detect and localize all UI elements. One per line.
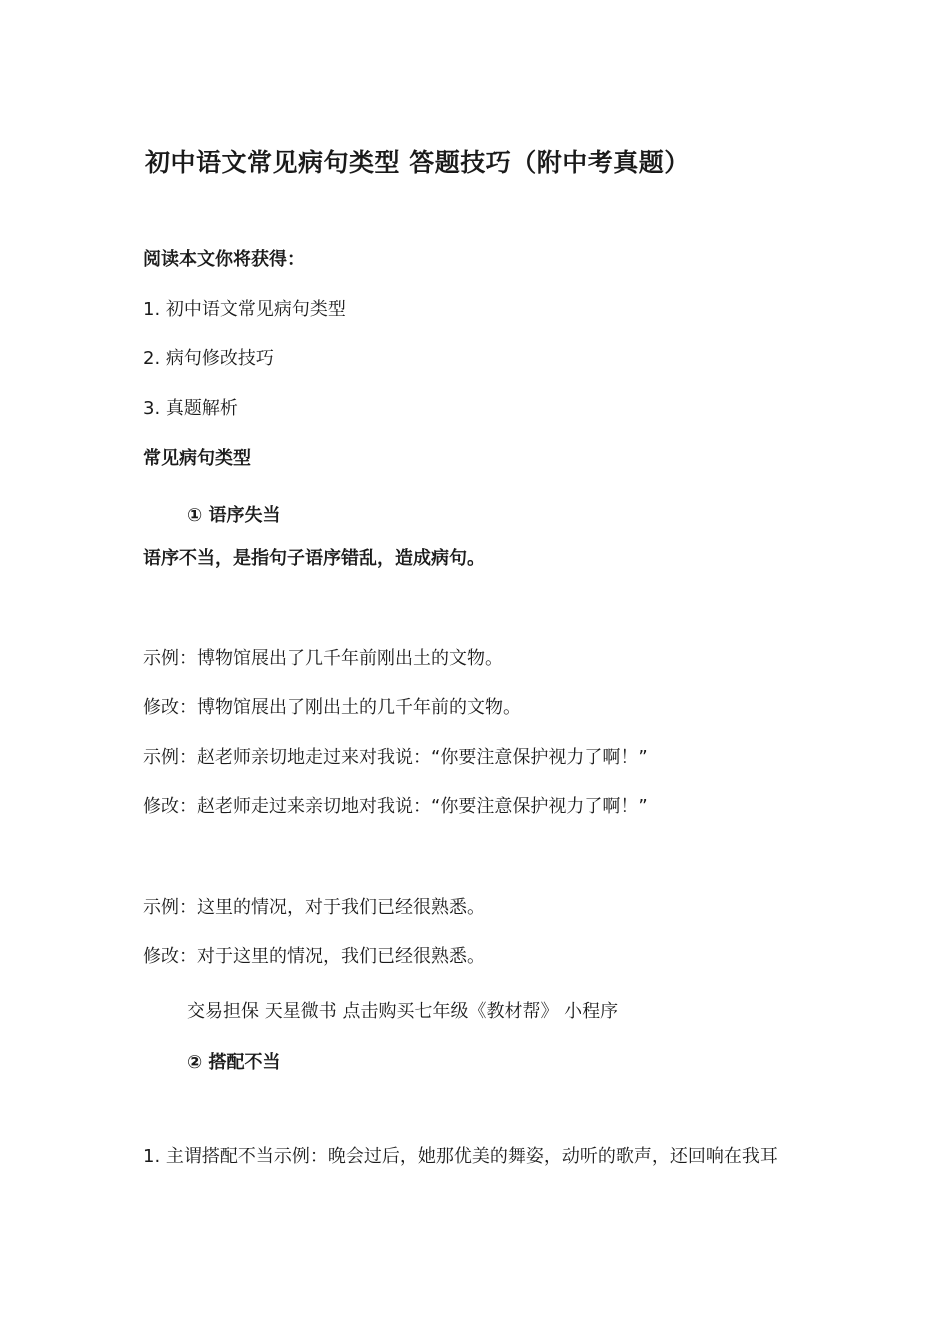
correction-line: 修改：博物馆展出了刚出土的几千年前的文物。 — [143, 697, 521, 718]
subsection-heading-collocation: ② 搭配不当 — [187, 1052, 281, 1073]
toc-item-2: 2. 病句修改技巧 — [143, 348, 274, 369]
correction-line: 修改：对于这里的情况，我们已经很熟悉。 — [143, 946, 485, 967]
toc-item-3: 3. 真题解析 — [143, 398, 238, 419]
section-heading: 常见病句类型 — [143, 448, 251, 469]
document-title: 初中语文常见病句类型 答题技巧（附中考真题） — [145, 148, 690, 177]
example-line: 示例：博物馆展出了几千年前刚出土的文物。 — [143, 648, 503, 669]
intro-heading: 阅读本文你将获得： — [143, 249, 305, 270]
correction-line: 修改：赵老师走过来亲切地对我说：“你要注意保护视力了啊！” — [143, 796, 648, 817]
definition-paragraph: 语序不当，是指句子语序错乱，造成病句。 — [143, 548, 485, 569]
example-line: 示例：赵老师亲切地走过来对我说：“你要注意保护视力了啊！” — [143, 747, 648, 768]
toc-item-1: 1. 初中语文常见病句类型 — [143, 299, 346, 320]
example-line: 示例：这里的情况，对于我们已经很熟悉。 — [143, 897, 485, 918]
subsection-heading-word-order: ① 语序失当 — [187, 505, 281, 526]
promo-link[interactable]: 交易担保 天星微书 点击购买七年级《教材帮》 小程序 — [187, 1001, 619, 1022]
list-item: 1. 主谓搭配不当示例：晚会过后，她那优美的舞姿，动听的歌声，还回响在我耳 — [143, 1146, 778, 1167]
